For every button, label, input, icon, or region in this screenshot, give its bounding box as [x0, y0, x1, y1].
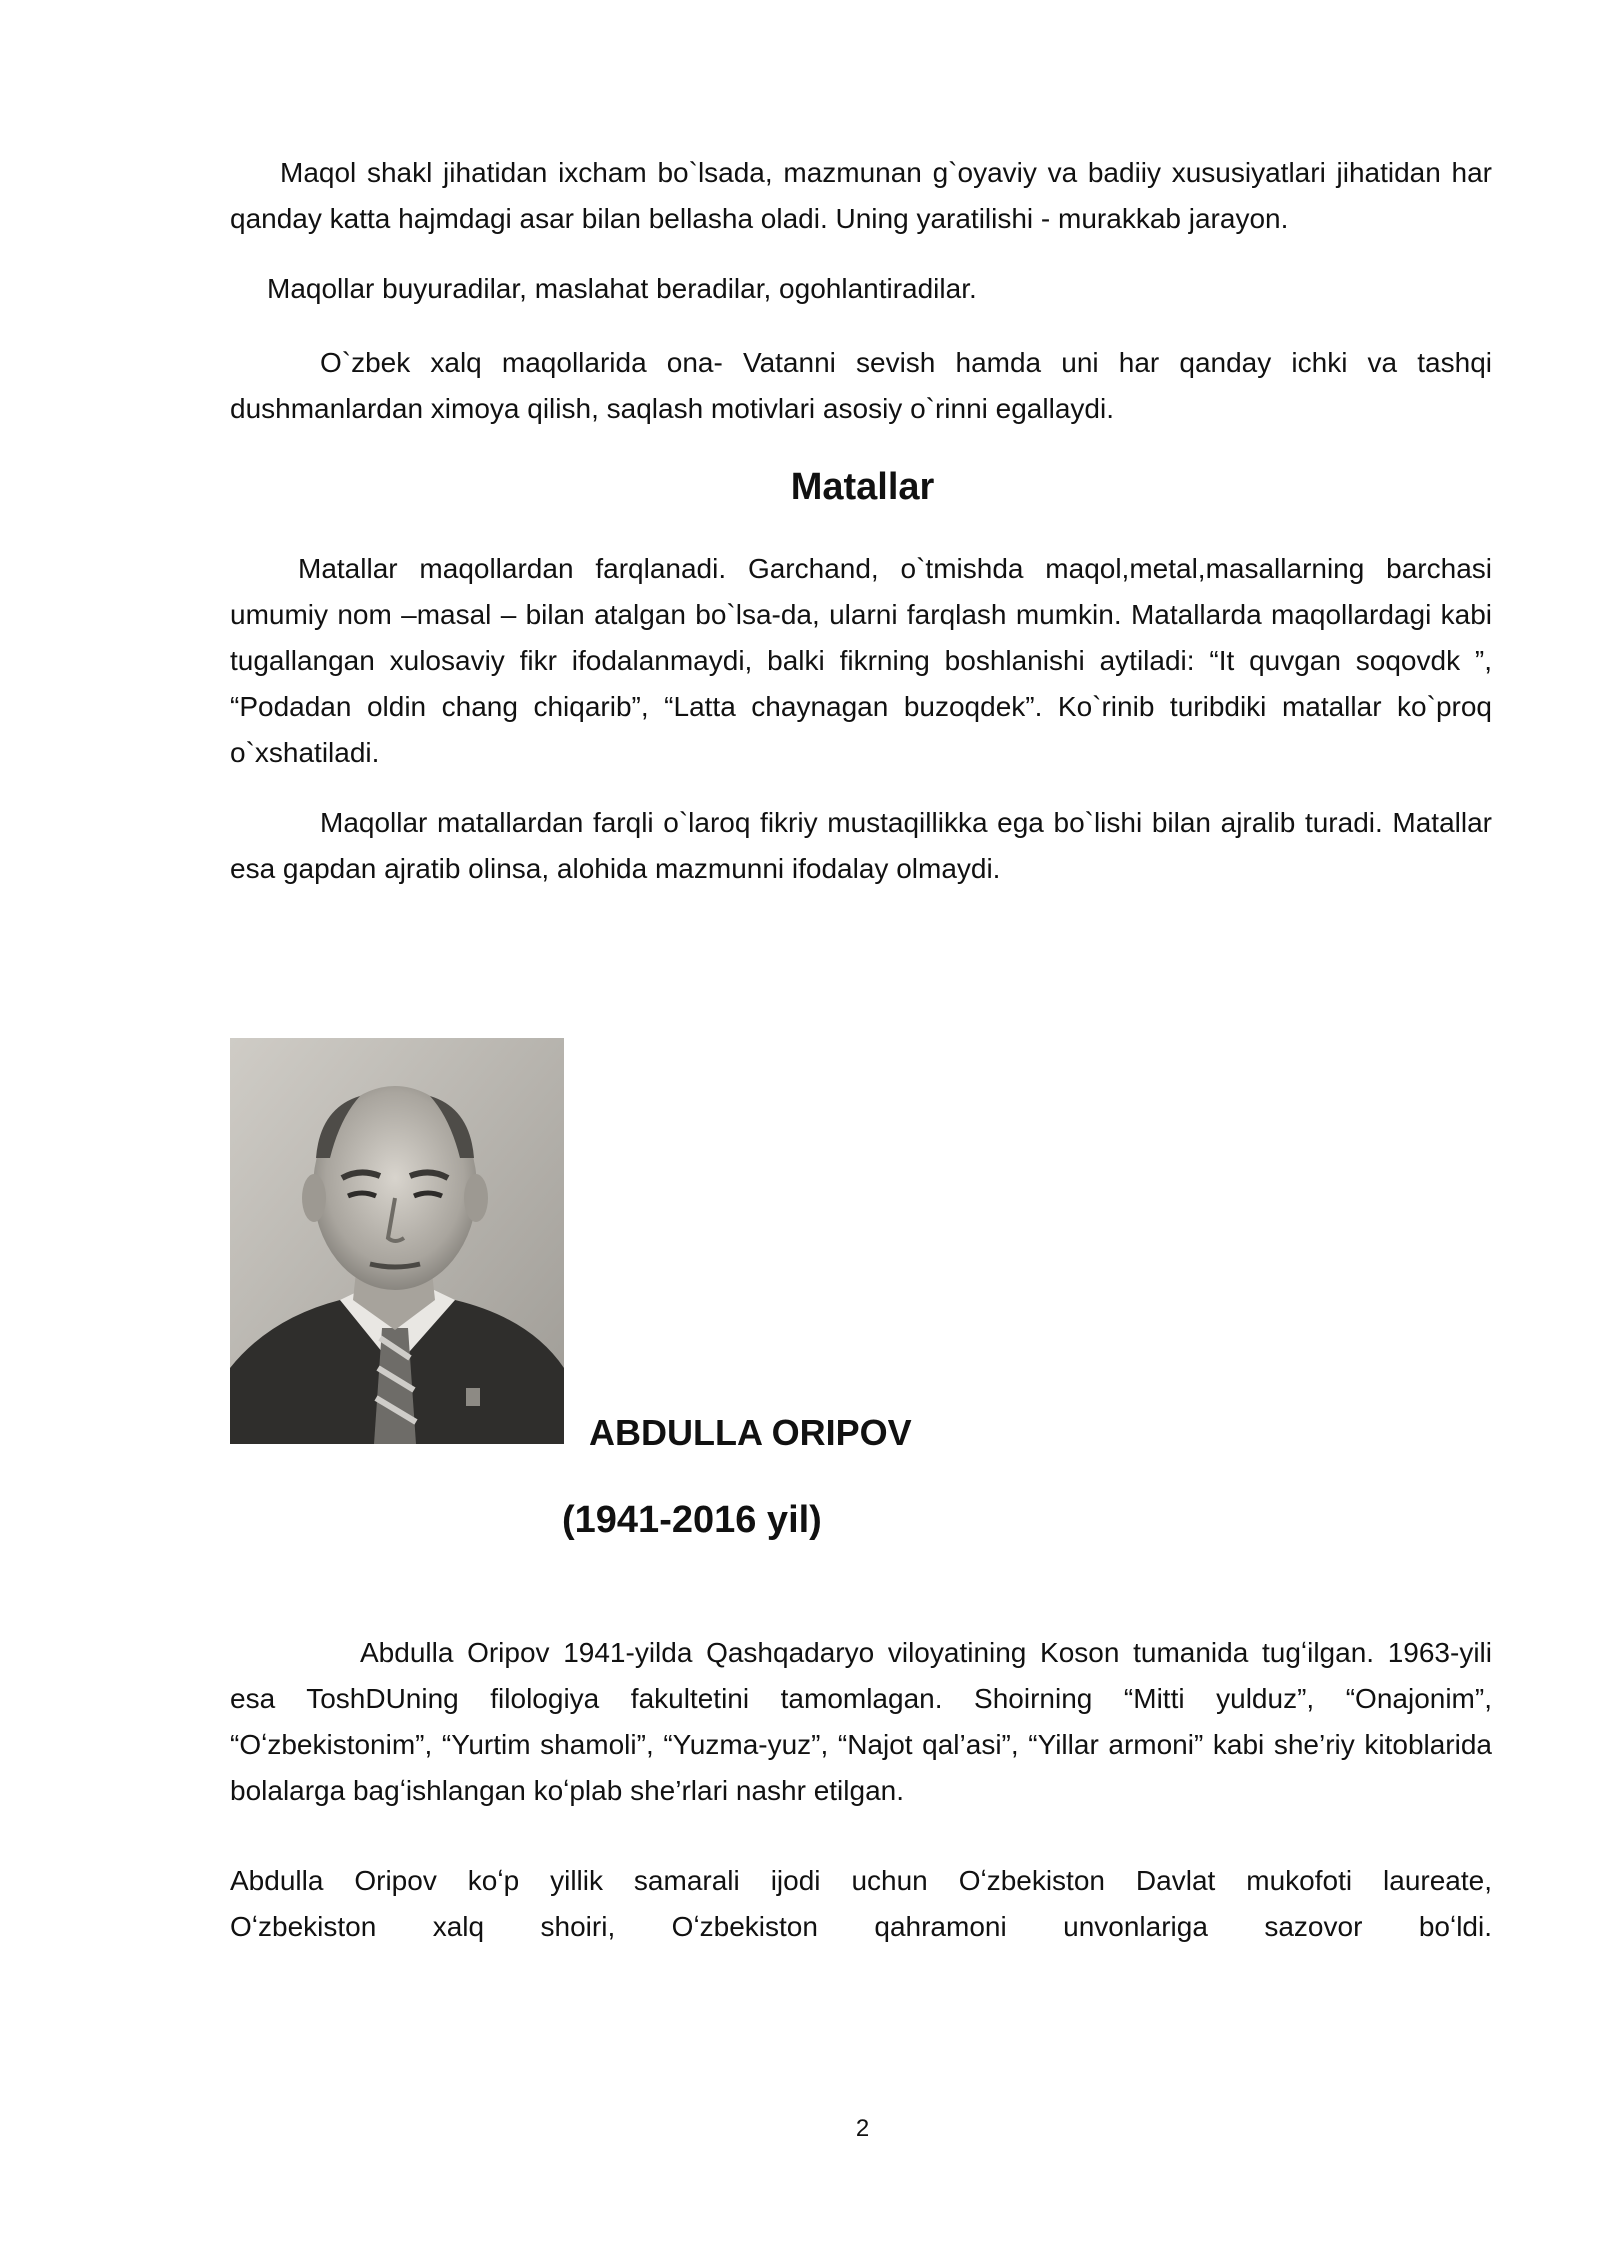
paragraph-biography: Abdulla Oripov 1941-yilda Qashqadaryo viloyatining Koson tumanida tugʻilgan. 1963-yili esa ToshDUning filologiya fakultetini tamomlagan. Shoirning “Mitti yulduz”, “Onajonim”, “Oʻzbekistonim”, “Yurtim shamoli”, “Yuzma-yuz”, “Najot qal’asi”, “Yillar armoni” kabi she’riy kitoblarida bolalarga bagʻishlangan koʻplab she’rlari nashr etilgan. [230, 1637, 1492, 1806]
awards-line-2: Oʻzbekiston xalq shoiri, Oʻzbekiston qahramoni unvonlariga sazovor boʻldi. [230, 1911, 1492, 1942]
paragraph-awards [230, 1858, 1492, 1950]
portrait-illustration [230, 1038, 564, 1444]
person-name: ABDULLA ORIPOV [589, 1412, 912, 1453]
paragraph-matallardan-farqli: Maqollar matallardan farqli o`laroq fikriy mustaqillikka ega bo`lishi bilan ajralib turadi. Matallar esa gapdan ajratib olinsa, alohida mazmunni ifodalay olmaydi. [230, 807, 1492, 884]
page-number: 2 [855, 2115, 870, 2142]
paragraph-vatan-motivlari: O`zbek xalq maqollarida ona- Vatanni sevish hamda uni har qanday ichki va tashqi dushmanlardan ximoya qilish, saqlash motivlari asosiy o`rinni egallaydi. [230, 347, 1492, 424]
paragraph-maqollar-buyuradilar: Maqollar buyuradilar, maslahat beradilar, ogohlantiradilar. [267, 273, 977, 304]
awards-line-1: Abdulla Oripov koʻp yillik samarali ijodi uchun Oʻzbekiston Davlat mukofoti laureate, [230, 1865, 1492, 1896]
paragraph-matallar-farqlanadi: Matallar maqollardan farqlanadi. Garchand, o`tmishda maqol,metal,masallarning barchasi umumiy nom –masal – bilan atalgan bo`lsa-da, ularni farqlash mumkin. Matallarda maqollardagi kabi tugallangan xulosaviy fikr ifodalanmaydi, balki fikrning boshlanishi aytiladi: “It quvgan soqovdk ”, “Podadan oldin chang chiqarib”, “Latta chaynagan buzoqdek”. Ko`rinib turibdiki matallar ko`proq o`xshatiladi. [230, 553, 1492, 768]
person-years: (1941-2016 yil) [562, 1499, 822, 1541]
section-heading-matallar: Matallar [790, 466, 935, 508]
portrait-photo [230, 1038, 564, 1444]
paragraph-maqol-shakl: Maqol shakl jihatidan ixcham bo`lsada, mazmunan g`oyaviy va badiiy xususiyatlari jihatidan har qanday katta hajmdagi asar bilan bellasha oladi. Uning yaratilishi - murakkab jarayon. [230, 157, 1492, 234]
